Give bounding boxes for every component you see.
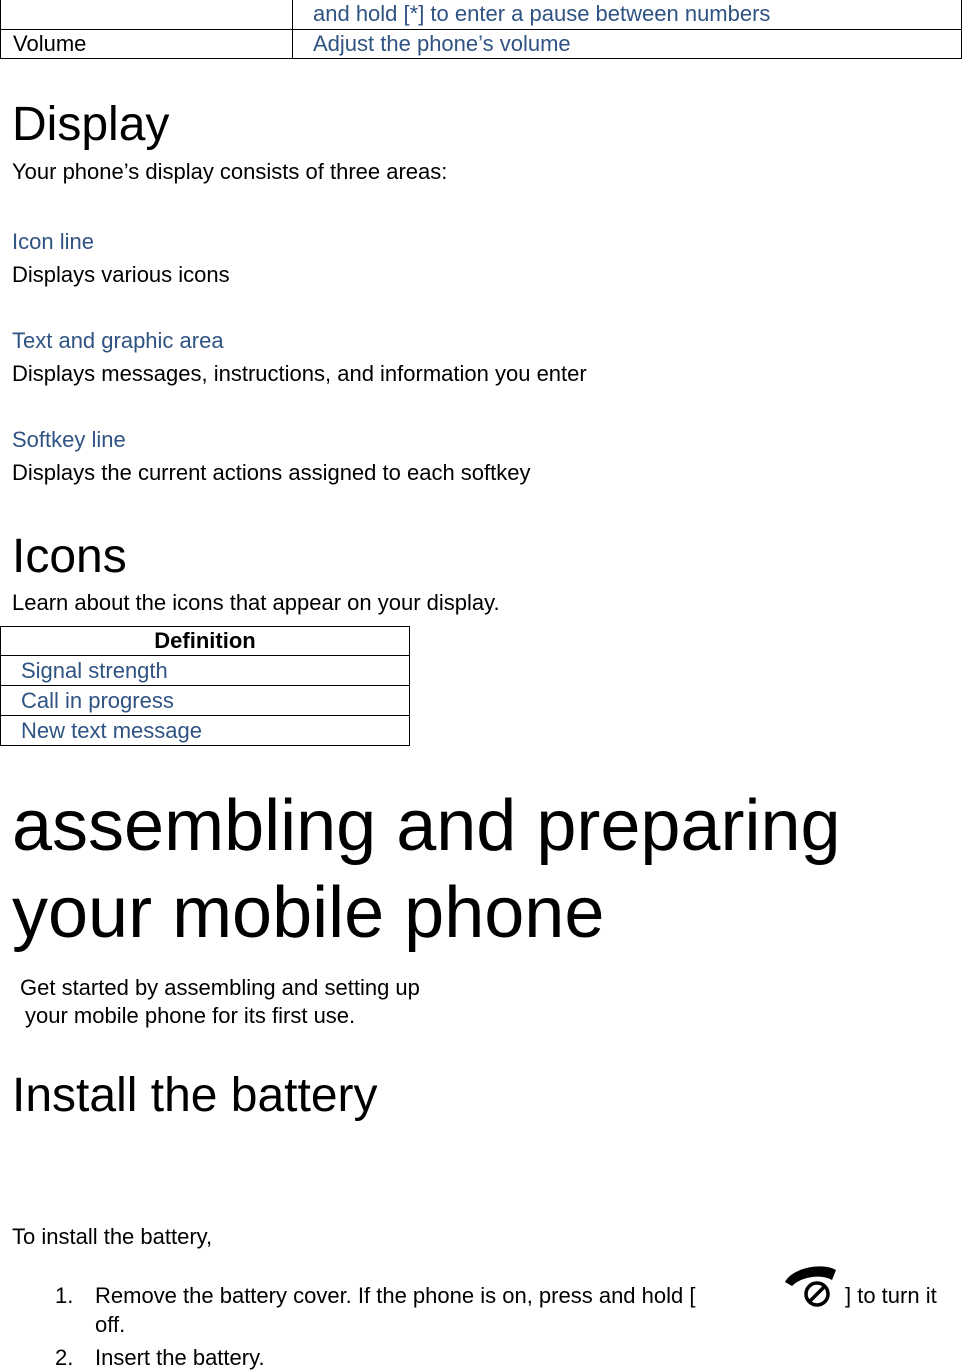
icons-heading: Icons	[12, 530, 127, 583]
install-intro: To install the battery,	[12, 1224, 213, 1249]
display-heading: Display	[12, 98, 170, 151]
area-description: Displays messages, instructions, and information you enter	[12, 361, 587, 386]
area-description: Displays various icons	[12, 262, 230, 287]
table-divider	[1, 715, 409, 716]
key-cell: Volume	[13, 31, 87, 56]
area-name-icon-line: Icon line	[12, 229, 94, 254]
step-number: 1.	[55, 1283, 74, 1308]
table-divider	[1, 29, 961, 30]
step-text: Insert the battery.	[95, 1345, 265, 1370]
step-text: ] to turn it	[845, 1283, 937, 1308]
area-description: Displays the current actions assigned to each softkey	[12, 460, 531, 485]
chapter-subtitle-line2: your mobile phone for its first use.	[25, 1003, 356, 1028]
chapter-title-line2: your mobile phone	[12, 873, 605, 953]
definition-cell: Signal strength	[21, 658, 168, 683]
install-heading: Install the battery	[12, 1069, 378, 1122]
chapter-subtitle-line1: Get started by assembling and setting up	[20, 975, 420, 1000]
end-call-icon	[782, 1260, 840, 1310]
key-table	[0, 0, 962, 59]
step-number: 2.	[55, 1345, 74, 1370]
definition-cell: New text message	[21, 718, 202, 743]
table-divider	[1, 685, 409, 686]
display-intro: Your phone’s display consists of three areas:	[12, 159, 448, 184]
area-name-softkey-line: Softkey line	[12, 427, 126, 452]
chapter-title-line1: assembling and preparing	[12, 786, 841, 866]
step-text: off.	[95, 1312, 126, 1337]
area-name-text-graphic: Text and graphic area	[12, 328, 224, 353]
table-divider	[1, 655, 409, 656]
table-header-definition: Definition	[154, 628, 256, 653]
icons-table	[0, 626, 410, 746]
description-cell: and hold [*] to enter a pause between numbers	[313, 1, 771, 26]
description-cell: Adjust the phone’s volume	[313, 31, 571, 56]
definition-cell: Call in progress	[21, 688, 174, 713]
icons-intro: Learn about the icons that appear on your display.	[12, 590, 500, 615]
step-text: Remove the battery cover. If the phone is on, press and hold [	[95, 1283, 696, 1308]
